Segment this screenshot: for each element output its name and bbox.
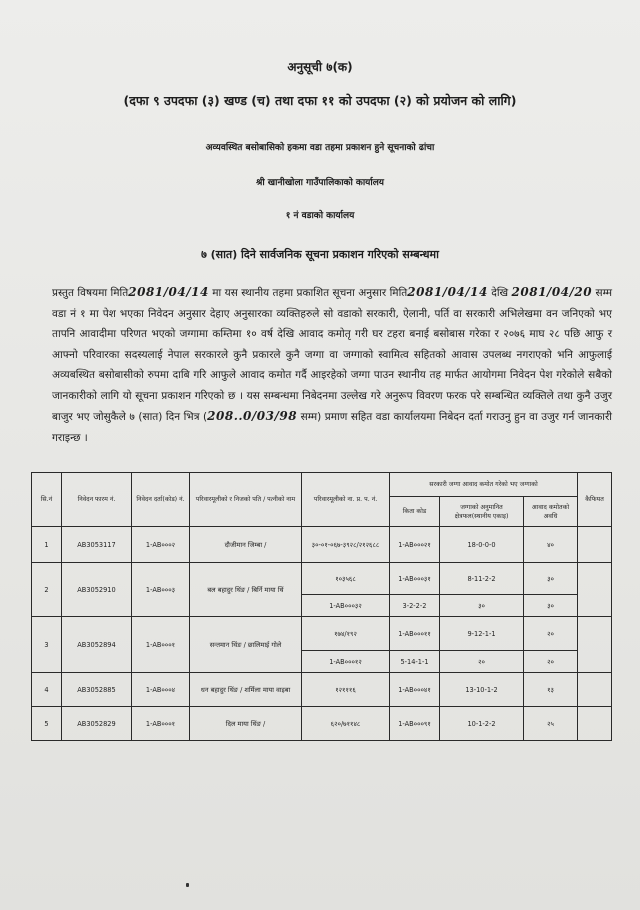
cell-area: 8-11-2-2: [440, 563, 524, 595]
cell-plot-code: 1-AB०००९१: [390, 707, 440, 741]
header-name: परिवारमूलीको र निजको पति / पत्नीको नाम: [190, 473, 302, 527]
cell-plot-code: 1-AB०००११: [390, 617, 440, 651]
table-row: [32, 563, 612, 595]
cell-area-local: ३०: [440, 595, 524, 617]
office-name: श्री खानीखोला गाउँपालिकाको कार्यालय: [255, 178, 385, 188]
cell-sn: 1: [32, 527, 62, 563]
header-form-no: निवेदन फारम नं.: [62, 473, 132, 527]
cell-sn: 5: [32, 707, 62, 741]
header-plot-code: किता कोड: [390, 497, 440, 527]
cell-years: १३: [524, 673, 578, 707]
cell-area: 3-2-2-2: [390, 595, 440, 617]
cell-years: ३०: [524, 563, 578, 595]
cell-reg-no: 1-AB०००३: [132, 563, 190, 617]
format-title: अव्यवस्थित बसोबासिको हकमा वडा तहमा प्रकाशन हुने सूचनाको ढांचा: [205, 143, 435, 153]
body-text-5: सम्म) प्रमाण सहित वडा कार्यालयमा निबेदन दर्ता गराउनु हुन वा उजुर गर्न जानकारी गराइन्छ ।: [52, 411, 613, 444]
cell-citizenship: ३०-०१-०६७-३९२८/२१२६८८: [302, 527, 390, 563]
cell-reg-no: 1-AB०००२: [132, 527, 190, 563]
cell-years: २०: [524, 651, 578, 673]
header-citizenship: परिवारमूलीको ना. प्र. प. नं.: [302, 473, 390, 527]
body-text-1: प्रस्तुत विषयमा मिति: [52, 287, 129, 299]
cell-area: 9-12-1-1: [440, 617, 524, 651]
cell-area: 13-10-1-2: [440, 673, 524, 707]
table-row: [32, 527, 612, 563]
cell-form-no: AB3052910: [62, 563, 132, 617]
body-text-4: सम्म वडा नं १ मा पेश भएका निवेदन अनुसार देहाए अनुसारका व्यक्तिहरुले सो वडाको सरकारी, ऐलानी, पर्ति वा सरकारी अभिलेखमा वन जनिएको भए तापनि आवादीमा परिणत भएको जग्गामा कम्तिमा १० वर्ष देखि आवाद कमोतृ गरी घर टहरा बनाई बसोबास गरेका र २०७६ माघ २८ पछि आफु र आफ्नो परिवारका सदस्यलाई नेपाल सरकारले कुनै प्रकारले कुनै जग्गा वा जग्गाको स्वामित्व सहितको आवास उपलब्ध नगराएको भनि आफुलाई अव्यबस्थित बसोबासीको रुपमा दाबि गरि आफुले आवाद कमोत गर्दै आइरहेको जग्गा पाउन स्थानीय तह मार्फत आयोगमा निवेदन पेश गरेकोले सबैको जानकारीको लागि यो सूचना प्रकाशन गरिएको छ । यस सम्बन्धमा निबेदनमा उल्लेख गरे अनुरूप विवरण फरक परे सम्बन्धित व्यक्तिले तथा कुनै उजुर बाजुर भए जोसुकैले ७ (सात) दिन भित्र (: [52, 287, 613, 423]
cell-form-no: AB3053117: [62, 527, 132, 563]
header-remarks: कैफियत: [578, 473, 612, 527]
cell-remarks: [578, 563, 612, 617]
applicant-table: [31, 472, 612, 741]
cell-area: 18-0-0-0: [440, 527, 524, 563]
cell-plot-code-extra: 1-AB०००३२: [302, 595, 390, 617]
header-reg-no: निवेदन दर्ता(कोड) नं.: [132, 473, 190, 527]
handwritten-date-4: 208..0/03/98: [207, 409, 298, 423]
table-row: [32, 673, 612, 707]
cell-sn: 4: [32, 673, 62, 707]
cell-years: ४०: [524, 527, 578, 563]
schedule-heading: अनुसूची ७(क): [287, 60, 353, 74]
cell-years: ३०: [524, 595, 578, 617]
page-speck: [186, 883, 189, 887]
cell-remarks: [578, 707, 612, 741]
body-text-3: देखि: [487, 287, 512, 299]
cell-reg-no: 1-AB०००१: [132, 617, 190, 673]
cell-years: २०: [524, 617, 578, 651]
cell-remarks: [578, 527, 612, 563]
cell-plot-code: 1-AB०००४१: [390, 673, 440, 707]
cell-name: सन्तमान थिंङ / छालिमाई गोले: [190, 617, 302, 673]
cell-area: 10-1-2-2: [440, 707, 524, 741]
cell-area-local: २०: [440, 651, 524, 673]
cell-plot-code: 1-AB०००२१: [390, 527, 440, 563]
cell-reg-no: 1-AB०००१: [132, 707, 190, 741]
cell-plot-code-extra: 1-AB०००१२: [302, 651, 390, 673]
cell-form-no: AB3052885: [62, 673, 132, 707]
handwritten-date-1: 2081/04/14: [128, 285, 209, 299]
handwritten-date-3: 2081/04/20: [511, 285, 593, 299]
cell-citizenship: १०३५६८: [302, 563, 390, 595]
header-area: जग्गाको अनुमानित क्षेत्रफल(स्थानीय एकाइ): [440, 497, 524, 527]
ward-office-name: १ नं वडाको कार्यालय: [285, 211, 355, 221]
table-row: [32, 707, 612, 741]
handwritten-date-2: 2081/04/14: [407, 285, 488, 299]
cell-sn: 2: [32, 563, 62, 617]
cell-remarks: [578, 673, 612, 707]
cell-area: 5-14-1-1: [390, 651, 440, 673]
header-sn: सि.नं: [32, 473, 62, 527]
table-row: [32, 617, 612, 651]
cell-citizenship: ६२०/७११४८: [302, 707, 390, 741]
cell-name: दिल माया थिंङ /: [190, 707, 302, 741]
cell-sn: 3: [32, 617, 62, 673]
cell-remarks: [578, 617, 612, 673]
cell-citizenship: १७४/१९२: [302, 617, 390, 651]
header-land-group: सरकारी जग्गा आवाद कमोत गरेको भए जग्गाको: [390, 473, 578, 497]
cell-name: दौजीमान जिम्बा /: [190, 527, 302, 563]
cell-reg-no: 1-AB०००४: [132, 673, 190, 707]
notice-title: ७ (सात) दिने सार्वजनिक सूचना प्रकाशन गरिएको सम्बन्धमा: [201, 248, 439, 261]
cell-years: २५: [524, 707, 578, 741]
clause-heading: (दफा ९ उपदफा (३) खण्ड (च) तथा दफा ११ को उपदफा (२) को प्रयोजन को लागि): [123, 93, 517, 108]
cell-name: धन बहादुर थिंङ / शर्मिला माया वाइबा: [190, 673, 302, 707]
header-years: आवाद कमोतको अवधि: [524, 497, 578, 527]
cell-citizenship: १२१११६: [302, 673, 390, 707]
cell-plot-code: 1-AB०००३१: [390, 563, 440, 595]
body-text-2: मा यस स्थानीय तहमा प्रकाशित सूचना अनुसार मिति: [208, 287, 408, 299]
cell-name: बल बहादुर थिंङ / बिर्नि माया थिं: [190, 563, 302, 617]
cell-form-no: AB3052829: [62, 707, 132, 741]
cell-form-no: AB3052894: [62, 617, 132, 673]
notice-body: [52, 282, 612, 448]
